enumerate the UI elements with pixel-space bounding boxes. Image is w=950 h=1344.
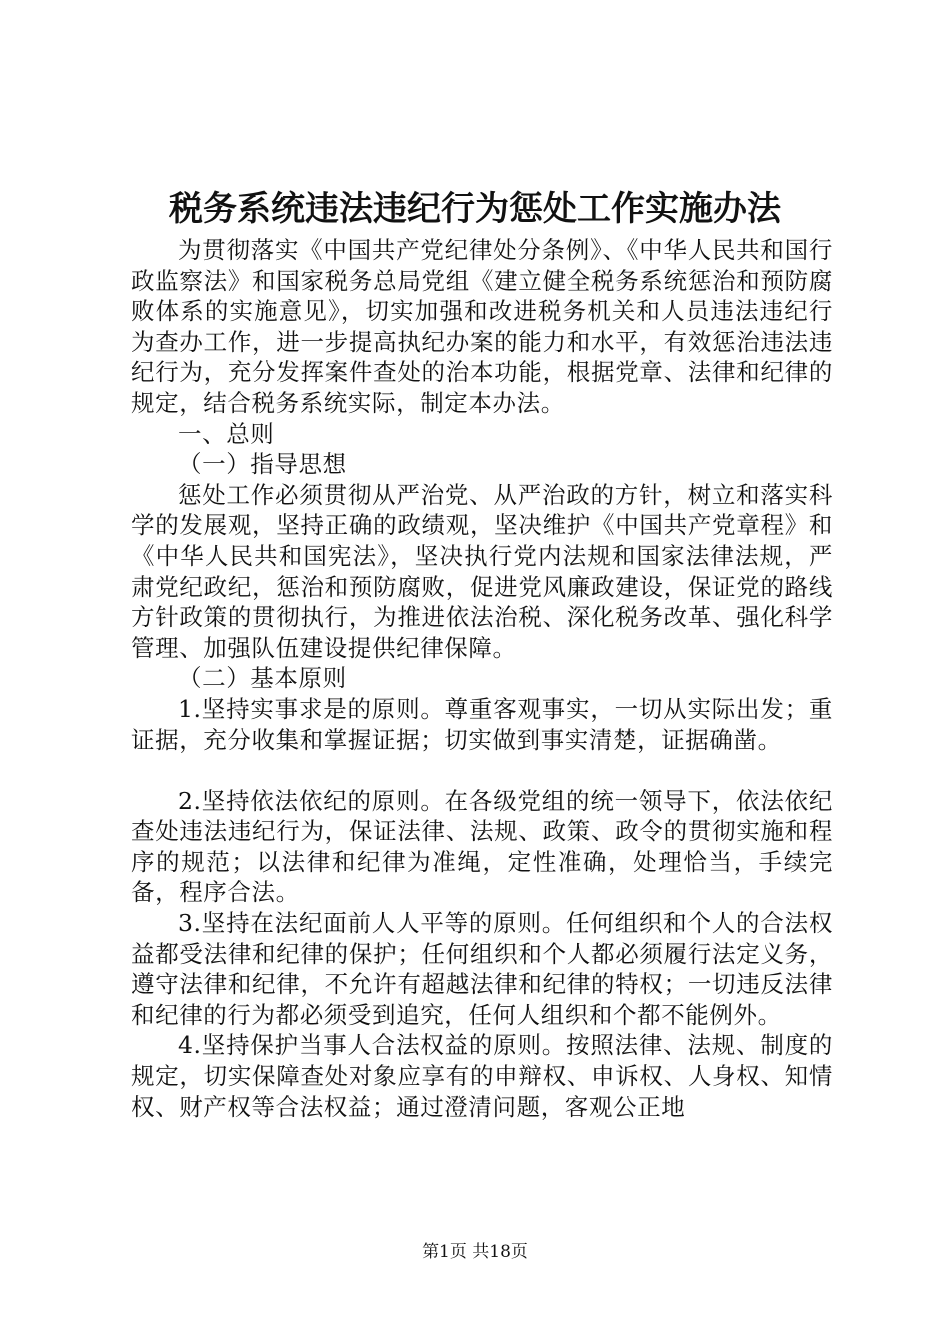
document-title: 税务系统违法违纪行为惩处工作实施办法	[169, 189, 781, 229]
subsection-heading-guiding-ideology: （一）指导思想	[178, 450, 347, 479]
principle-1-paragraph: 1.坚持实事求是的原则。尊重客观事实，一切从实际出发；重证据，充分收集和掌握证据；切实做到事实清楚，证据确凿。	[131, 694, 833, 754]
page-footer: 第1页 共18页	[422, 1242, 528, 1262]
subsection-heading-basic-principles: （二）基本原则	[178, 664, 347, 693]
principle-4-paragraph: 4.坚持保护当事人合法权益的原则。按照法律、法规、制度的规定，切实保障查处对象应享有的申辩权、申诉权、人身权、知情权、财产权等合法权益；通过澄清问题，客观公正地	[131, 1031, 833, 1121]
document-body	[131, 235, 833, 1122]
principle-2-paragraph: 2.坚持依法依纪的原则。在各级党组的统一领导下，依法依纪查处违法违纪行为，保证法律、法规、政策、政令的贯彻实施和程序的规范；以法律和纪律为准绳，定性准确，处理恰当，手续完备，程序合法。	[131, 786, 833, 907]
guiding-ideology-paragraph: 惩处工作必须贯彻从严治党、从严治政的方针，树立和落实科学的发展观，坚持正确的政绩观，坚决维护《中国共产党章程》和《中华人民共和国宪法》，坚决执行党内法规和国家法律法规，严肃党纪政纪，惩治和预防腐败，促进党风廉政建设，保证党的路线方针政策的贯彻执行，为推进依法治税、深化税务改革、强化科学管理、加强队伍建设提供纪律保障。	[131, 480, 833, 662]
intro-paragraph: 为贯彻落实《中国共产党纪律处分条例》、《中华人民共和国行政监察法》和国家税务总局党组《建立健全税务系统惩治和预防腐败体系的实施意见》，切实加强和改进税务机关和人员违法违纪行为查办工作，进一步提高执纪办案的能力和水平，有效惩治违法违纪行为，充分发挥案件查处的治本功能，根据党章、法律和纪律的规定，结合税务系统实际，制定本办法。	[131, 236, 833, 417]
section-heading-general: 一、总则	[178, 419, 275, 448]
principle-3-paragraph: 3.坚持在法纪面前人人平等的原则。任何组织和个人的合法权益都受法律和纪律的保护；任何组织和个人都必须履行法定义务，遵守法律和纪律，不允许有超越法律和纪律的特权；一切违反法律和纪律的行为都必须受到追究，任何人组织和个都不能例外。	[131, 909, 833, 1029]
